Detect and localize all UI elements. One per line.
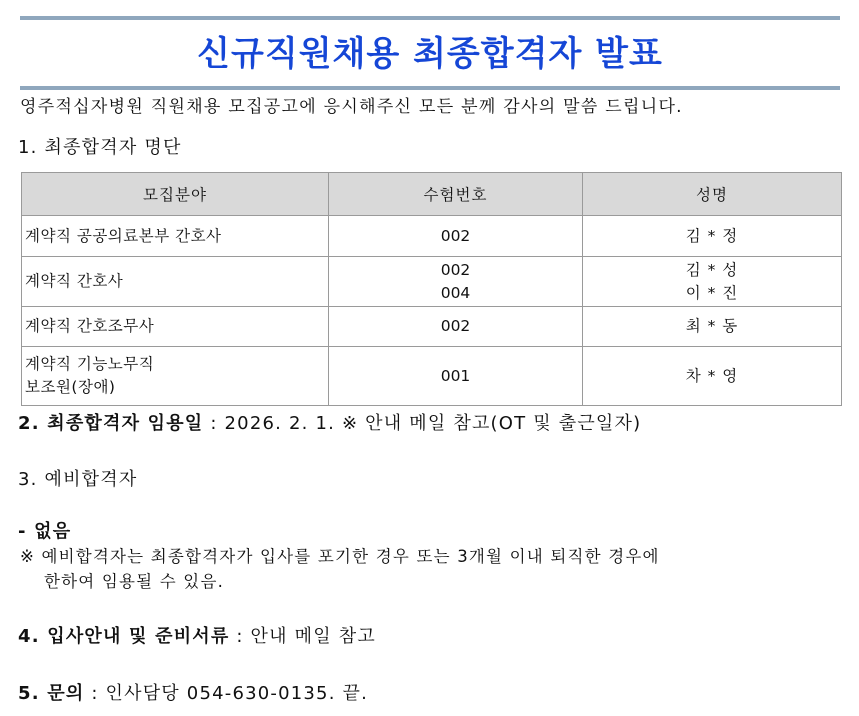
table-row <box>22 347 842 406</box>
section-5-value: : 인사담당 054-630-0135. 끝. <box>84 683 369 704</box>
section-5-label: 5. 문의 <box>18 683 85 704</box>
section-4-label: 4. 입사안내 및 준비서류 <box>18 626 230 647</box>
cell-exam-number: 001 <box>329 347 583 406</box>
section-5-contact <box>18 679 368 705</box>
section-1-heading: 1. 최종합격자 명단 <box>18 137 182 158</box>
section-4-onboarding <box>18 622 376 648</box>
cell-exam-number: 002 004 <box>329 257 583 307</box>
title-bottom-rule <box>20 86 840 90</box>
table-header-row <box>22 173 842 216</box>
cell-exam-number: 002 <box>329 216 583 257</box>
reserve-status: - 없음 <box>18 521 72 542</box>
header-name: 성명 <box>583 173 842 216</box>
section-4-value: : 안내 메일 참고 <box>229 626 376 647</box>
cell-field: 계약직 공공의료본부 간호사 <box>22 216 329 257</box>
reserve-note-line-2: 한하여 임용될 수 있음. <box>44 572 225 591</box>
section-2-appointment-date <box>18 409 641 435</box>
cell-name: 김 * 정 <box>583 216 842 257</box>
page-title: 신규직원채용 최종합격자 발표 <box>197 34 663 74</box>
cell-field: 계약직 간호사 <box>22 257 329 307</box>
cell-name: 최 * 동 <box>583 307 842 347</box>
table-row <box>22 257 842 307</box>
cell-field: 계약직 기능노무직 보조원(장애) <box>22 347 329 406</box>
header-exam-number: 수험번호 <box>329 173 583 216</box>
section-2-label: 2. 최종합격자 임용일 <box>18 413 204 434</box>
cell-name: 차 * 영 <box>583 347 842 406</box>
section-2-value: : 2026. 2. 1. ※ 안내 메일 참고(OT 및 출근일자) <box>203 413 642 434</box>
table-row <box>22 216 842 257</box>
reserve-note-line-1: ※ 예비합격자는 최종합격자가 입사를 포기한 경우 또는 3개월 이내 퇴직한 경우에 <box>20 547 660 566</box>
cell-field: 계약직 간호조무사 <box>22 307 329 347</box>
intro-text: 영주적십자병원 직원채용 모집공고에 응시해주신 모든 분께 감사의 말씀 드립니다. <box>20 97 683 117</box>
cell-exam-number: 002 <box>329 307 583 347</box>
header-field: 모집분야 <box>22 173 329 216</box>
final-results-table <box>21 172 842 406</box>
table-row <box>22 307 842 347</box>
section-3-heading: 3. 예비합격자 <box>18 469 138 490</box>
title-top-rule <box>20 16 840 20</box>
cell-name: 김 * 성 이 * 진 <box>583 257 842 307</box>
